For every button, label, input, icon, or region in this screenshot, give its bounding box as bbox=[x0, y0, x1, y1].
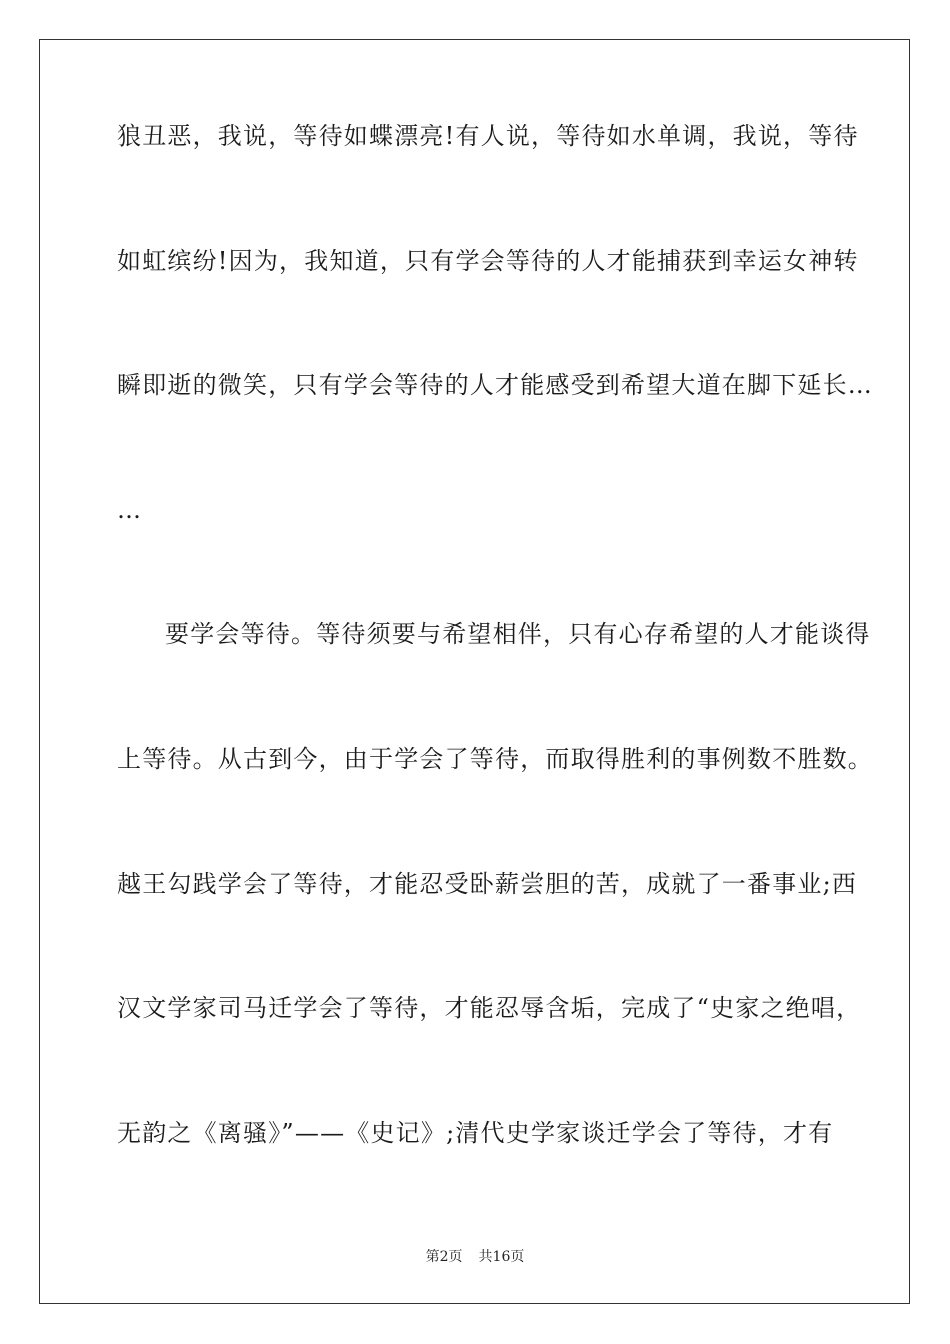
text-line: 狼丑恶，我说，等待如蝶漂亮!有人说，等待如水单调，我说，等待 bbox=[117, 122, 859, 150]
text-line: 无韵之《离骚》”——《史记》;清代史学家谈迁学会了等待，才有 bbox=[117, 1118, 834, 1147]
text-line: 汉文学家司马迁学会了等待，才能忍辱含垢，完成了“史家之绝唱， bbox=[117, 994, 862, 1023]
page-total: 共16页 bbox=[478, 1249, 525, 1265]
text-line: 上等待。从古到今，由于学会了等待，而取得胜利的事例数不胜数。 bbox=[117, 744, 873, 773]
text-line: 如虹缤纷!因为，我知道，只有学会等待的人才能捕获到幸运女神转 bbox=[117, 246, 859, 275]
text-line: … bbox=[117, 495, 143, 524]
paragraph-start-line: 要学会等待。等待须要与希望相伴，只有心存希望的人才能谈得 bbox=[165, 620, 871, 649]
text-line: 瞬即逝的微笑，只有学会等待的人才能感受到希望大道在脚下延长… bbox=[117, 371, 873, 400]
text-line: 越王勾践学会了等待，才能忍受卧薪尝胆的苦，成就了一番事业;西 bbox=[117, 869, 858, 898]
page-footer bbox=[0, 1248, 950, 1266]
page-number: 第2页 bbox=[425, 1249, 463, 1265]
document-body bbox=[117, 122, 873, 1245]
